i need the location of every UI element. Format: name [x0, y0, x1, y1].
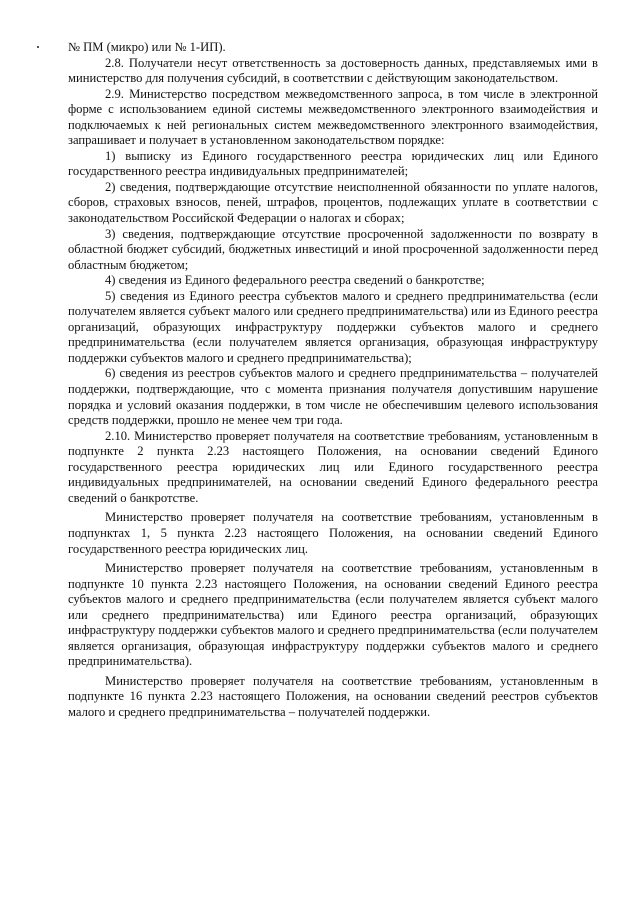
- paragraph-2-10: 2.10. Министерство проверяет получателя на соответствие требованиям, установленным в подпункте 2 пункта 2.23 настоящего Положения, на основании сведений Единого государственного реестра юридических лиц или Единого государственного реестра индивидуальных предпринимателей, на основании сведений Единого федерального реестра сведений о банкротстве.: [68, 428, 598, 505]
- scan-speck: [37, 46, 39, 48]
- paragraph-check-10: Министерство проверяет получателя на соответствие требованиям, установленным в подпункте 10 пункта 2.23 настоящего Положения, на основании сведений Единого реестра субъектов малого и среднего предпринимательства (если получателем является субъект малого или среднего предпринимательства) или Единого реестра организаций, образующих инфраструктуру поддержки субъектов малого и среднего предпринимательства (если получателем является организация, образующая инфраструктуру поддержки субъектов малого и среднего предпринимательства).: [68, 561, 598, 669]
- list-item-5: 5) сведения из Единого реестра субъектов малого и среднего предпринимательства (если получателем является субъект малого или среднего предпринимательства) или из Единого реестра организаций, образующих инфраструктуру поддержки субъектов малого и среднего предпринимательства (если получателем является организация, образующая инфраструктуру поддержки субъектов малого и среднего предпринимательства);: [68, 288, 598, 365]
- document-page: [68, 40, 598, 721]
- paragraph-check-1-5: Министерство проверяет получателя на соответствие требованиям, установленным в подпунктах 1, 5 пункта 2.23 настоящего Положения, на основании сведений Единого государственного реестра юридических лиц.: [68, 510, 598, 556]
- paragraph-2-8: 2.8. Получатели несут ответственность за достоверность данных, представляемых ими в министерство для получения субсидий, в соответствии с действующим законодательством.: [68, 55, 598, 86]
- list-item-1: 1) выписку из Единого государственного реестра юридических лиц или Единого государственного реестра индивидуальных предпринимателей;: [68, 148, 598, 179]
- list-item-4: 4) сведения из Единого федерального реестра сведений о банкротстве;: [105, 273, 485, 288]
- list-item-2: 2) сведения, подтверждающие отсутствие неисполненной обязанности по уплате налогов, сборов, страховых взносов, пеней, штрафов, процентов, подлежащих уплате в соответствии с законодательством Российской Федерации о налогах и сборах;: [68, 179, 598, 226]
- paragraph-2-9: 2.9. Министерство посредством межведомственного запроса, в том числе в электронной форме с использованием единой системы межведомственного электронного взаимодействия и подключаемых к ней региональных систем межведомственного электронного взаимодействия, запрашивает и получает в установленном законодательством порядке:: [68, 86, 598, 148]
- paragraph-check-16: Министерство проверяет получателя на соответствие требованиям, установленным в подпункте 16 пункта 2.23 настоящего Положения, на основании сведений реестров субъектов малого и среднего предпринимательства – получателей поддержки.: [68, 673, 598, 719]
- paragraph-intro-continuation: № ПМ (микро) или № 1-ИП).: [68, 40, 226, 54]
- list-item-3: 3) сведения, подтверждающие отсутствие просроченной задолженности по возврату в областной бюджет субсидий, бюджетных инвестиций и иной просроченной задолженности перед областным бюджетом;: [68, 226, 598, 272]
- list-item-6: 6) сведения из реестров субъектов малого и среднего предпринимательства – получателей поддержки, подтверждающие, что с момента признания получателя допустившим нарушение порядка и условий оказания поддержки, в том числе не обеспечившим целевого использования средств поддержки, прошло не менее чем три года.: [68, 366, 598, 428]
